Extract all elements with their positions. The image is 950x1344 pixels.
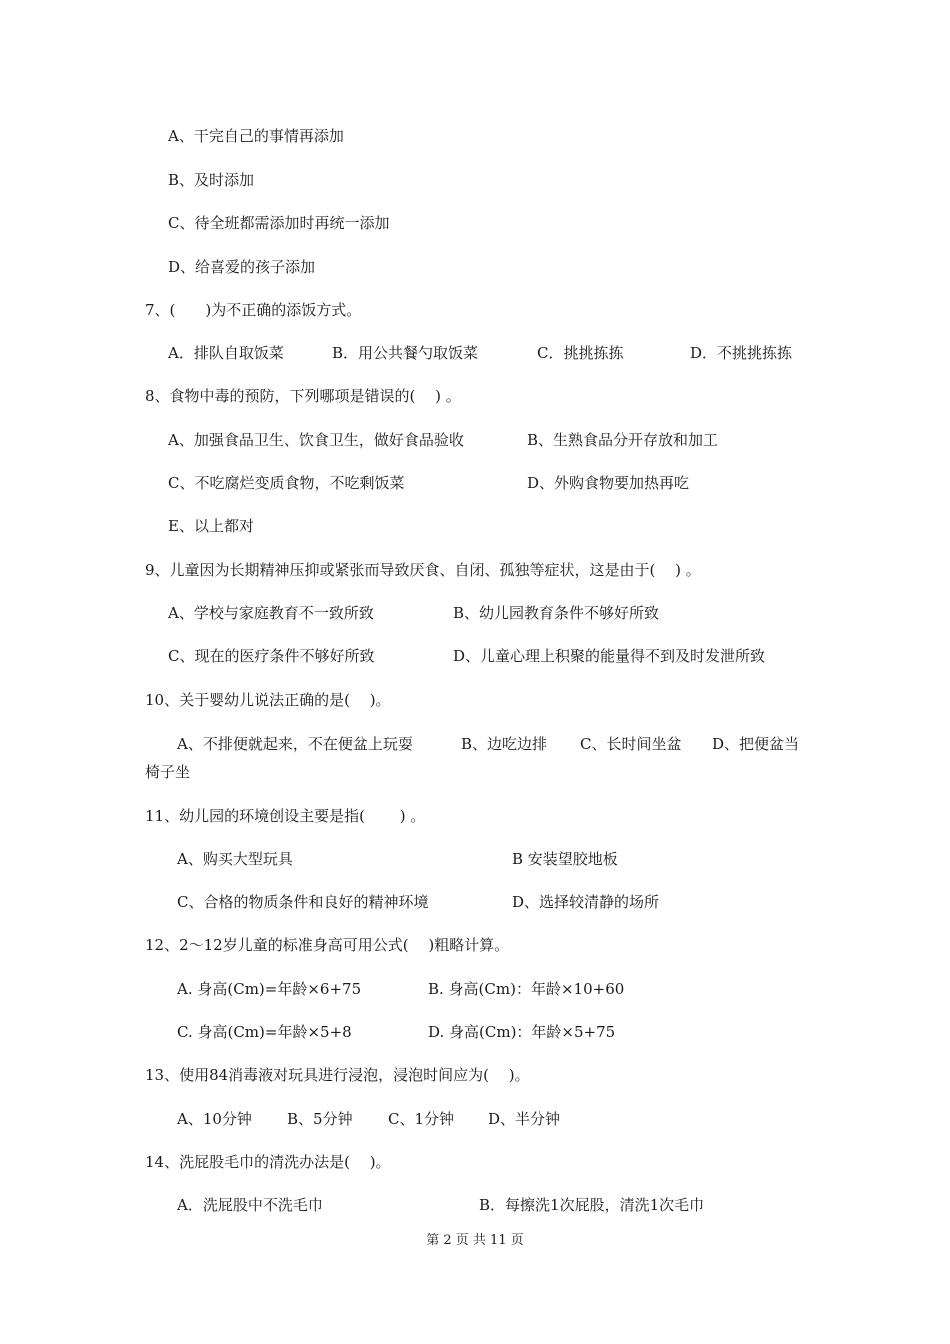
q10-stem: 10、关于婴幼儿说法正确的是( )。 <box>145 691 391 709</box>
q14-option-a: A．洗屁股中不洗毛巾 <box>177 1196 323 1214</box>
q12-option-b: B. 身高(Cm)：年龄×10+60 <box>428 980 625 998</box>
q12-option-c: C. 身高(Cm)=年龄×5+8 <box>177 1023 352 1041</box>
q11-option-b: B 安装望胶地板 <box>512 850 618 868</box>
q13-option-c: C、1分钟 <box>388 1110 455 1128</box>
page-footer: 第 2 页 共 11 页 <box>426 1233 524 1248</box>
q7-option-a: A．排队自取饭菜 <box>168 344 284 362</box>
q10-option-b: B、边吃边排 <box>461 735 548 753</box>
q9-option-b: B、幼儿园教育条件不够好所致 <box>453 604 660 622</box>
q9-option-c: C、现在的医疗条件不够好所致 <box>168 647 375 665</box>
q12-stem: 12、2～12岁儿童的标准身高可用公式( )粗略计算。 <box>145 936 510 954</box>
q7-option-d: D．不挑挑拣拣 <box>690 344 793 362</box>
q7-option-c: C．挑挑拣拣 <box>537 344 624 362</box>
q8-option-a: A、加强食品卫生、饮食卫生，做好食品验收 <box>168 431 464 449</box>
q14-option-b: B．每擦洗1次屁股，清洗1次毛巾 <box>479 1196 705 1214</box>
q11-option-a: A、购买大型玩具 <box>177 850 293 868</box>
q10-option-d-continued: 椅子坐 <box>145 763 191 781</box>
q8-option-c: C、不吃腐烂变质食物，不吃剩饭菜 <box>168 474 405 492</box>
q8-stem: 8、食物中毒的预防，下列哪项是错误的( ) 。 <box>145 387 461 405</box>
q13-option-b: B、5分钟 <box>287 1110 353 1128</box>
q7-option-b: B．用公共餐勺取饭菜 <box>332 344 479 362</box>
q10-option-d: D、把便盆当 <box>712 735 800 753</box>
q9-stem: 9、儿童因为长期精神压抑或紧张而导致厌食、自闭、孤独等症状，这是由于( ) 。 <box>145 561 701 579</box>
q9-option-a: A、学校与家庭教育不一致所致 <box>168 604 374 622</box>
q14-stem: 14、洗屁股毛巾的清洗办法是( )。 <box>145 1153 391 1171</box>
q11-stem: 11、幼儿园的环境创设主要是指( ) 。 <box>145 807 426 825</box>
q8-option-b: B、生熟食品分开存放和加工 <box>527 431 719 449</box>
q6-option-a: A、干完自己的事情再添加 <box>168 127 344 145</box>
q10-option-a: A、不排便就起来，不在便盆上玩耍 <box>177 735 413 753</box>
q13-option-a: A、10分钟 <box>177 1110 252 1128</box>
q11-option-c: C、合格的物质条件和良好的精神环境 <box>177 893 429 911</box>
q13-stem: 13、使用84消毒液对玩具进行浸泡，浸泡时间应为( )。 <box>145 1066 530 1084</box>
q8-option-d: D、外购食物要加热再吃 <box>527 474 690 492</box>
q6-option-c: C、待全班都需添加时再统一添加 <box>168 214 390 232</box>
q12-option-a: A. 身高(Cm)=年龄×6+75 <box>177 980 362 998</box>
q7-stem: 7、( )为不正确的添饭方式。 <box>145 301 362 319</box>
q12-option-d: D. 身高(Cm)：年龄×5+75 <box>428 1023 616 1041</box>
q6-option-b: B、及时添加 <box>168 171 255 189</box>
q9-option-d: D、儿童心理上积聚的能量得不到及时发泄所致 <box>453 647 766 665</box>
q11-option-d: D、选择较清静的场所 <box>512 893 660 911</box>
q13-option-d: D、半分钟 <box>488 1110 561 1128</box>
q8-option-e: E、以上都对 <box>168 517 254 535</box>
q10-option-c: C、长时间坐盆 <box>580 735 682 753</box>
q6-option-d: D、给喜爱的孩子添加 <box>168 258 316 276</box>
